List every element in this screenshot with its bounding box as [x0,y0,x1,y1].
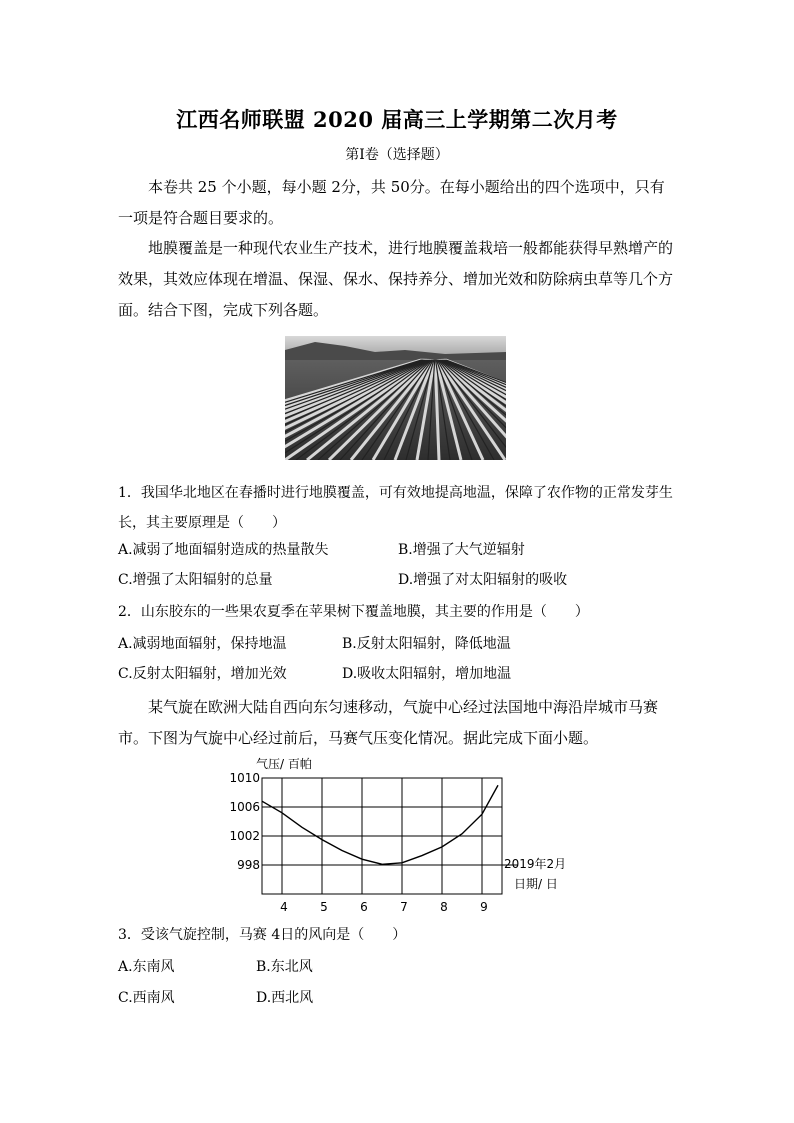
chart-xtick-label: 4 [280,900,288,914]
q1-option-b: B.增强了大气逆辐射 [398,542,525,558]
question-2-stem: 2．山东胶东的一些果农夏季在苹果树下覆盖地膜，其主要的作用是（ ） [118,604,589,620]
chart-ytick-label: 1010 [229,771,260,785]
chart-ylabel: 气压/ 百帕 [256,757,312,771]
mulch-field-photo [285,336,506,460]
exam-title: 江西名师联盟 2020 届高三上学期第二次月考 [176,107,618,132]
instructions: 本卷共 25 个小题，每小题 2分，共 50分。在每小题给出的四个选项中，只有一项是符合题目要求的。 [118,178,665,227]
chart-xtick-label: 6 [360,900,368,914]
chart-date-note: 2019年2月 [504,857,567,871]
pressure-chart [228,752,588,917]
passage-cyclone: 某气旋在欧洲大陆自西向东匀速移动，气旋中心经过法国地中海沿岸城市马赛市。下图为气旋中心经过前后，马赛气压变化情况。据此完成下面小题。 [118,698,659,747]
chart-xlabel: 日期/ 日 [514,877,558,891]
q1-option-d: D.增强了对太阳辐射的吸收 [398,572,568,588]
q3-option-d: D.西北风 [256,990,314,1006]
q2-option-c: C.反射太阳辐射，增加光效 [118,666,287,682]
q3-option-c: C.西南风 [118,990,175,1006]
chart-xtick-label: 9 [480,900,488,914]
q2-option-a: A.减弱地面辐射，保持地温 [118,636,287,652]
q3-option-a: A.东南风 [118,959,175,975]
section-heading: 第Ⅰ卷（选择题） [345,147,449,163]
chart-ytick-label: 1006 [229,800,260,814]
chart-xtick-label: 8 [440,900,448,914]
q1-option-c: C.增强了太阳辐射的总量 [118,572,273,588]
q3-option-b: B.东北风 [256,959,313,975]
question-3-stem: 3．受该气旋控制，马赛 4日的风向是（ ） [118,927,407,943]
chart-xtick-label: 7 [400,900,408,914]
pressure-series-line [262,785,498,864]
chart-ytick-label: 1002 [229,829,260,843]
question-1-stem: 1．我国华北地区在春播时进行地膜覆盖，可有效地提高地温，保障了农作物的正常发芽生长，其主要原理是（ ） [118,485,673,531]
passage-mulch: 地膜覆盖是一种现代农业生产技术，进行地膜覆盖栽培一般都能获得早熟增产的效果，其效应体现在增温、保湿、保水、保持养分、增加光效和防除病虫草等几个方面。结合下图，完成下列各题。 [118,239,674,319]
q2-option-d: D.吸收太阳辐射，增加地温 [342,666,512,682]
chart-ytick-label: 998 [237,858,260,872]
chart-xtick-label: 5 [320,900,328,914]
q1-option-a: A.减弱了地面辐射造成的热量散失 [118,542,329,558]
q2-option-b: B.反射太阳辐射，降低地温 [342,636,511,652]
